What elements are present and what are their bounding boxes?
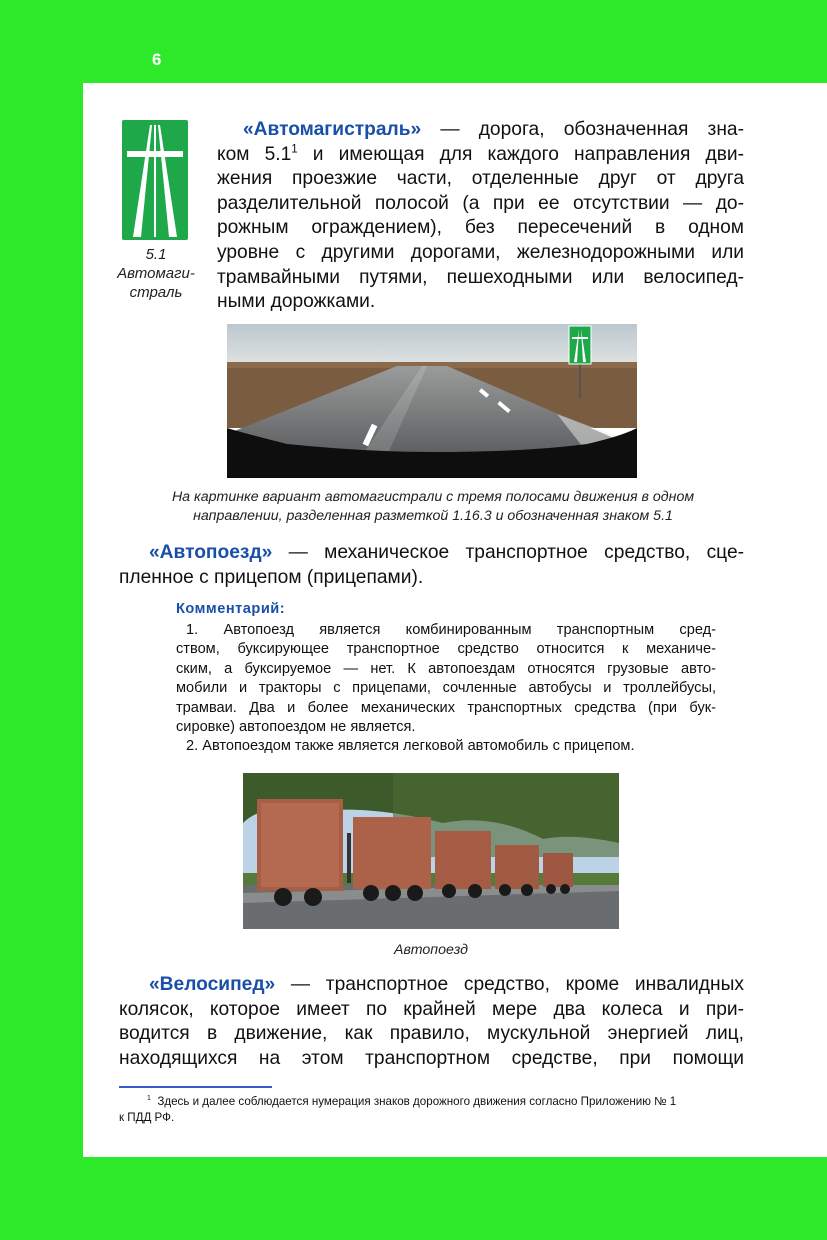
text-line: жения проезжие части, отделенные друг от друга: [217, 168, 744, 190]
comment-line: сировке) автопоездом не является.: [176, 719, 416, 736]
sign-number: 5.1: [145, 246, 167, 263]
footnote-ref: 1: [291, 143, 298, 156]
truck-photo: [243, 773, 619, 929]
text-line: уровне с другими дорогами, железнодорожными или: [217, 241, 744, 263]
text-line: рожным ограждением), без пересечений в одном: [217, 217, 744, 239]
text-line: — дорога, обозначенная зна-: [421, 119, 744, 140]
footnote-divider: [119, 1086, 272, 1088]
highway-photo-caption: [113, 488, 753, 526]
text-line: ными дорожками.: [217, 291, 376, 313]
text-line: разделительной полосой (а при ее отсутствии — до-: [217, 192, 744, 214]
caption-line: На картинке вариант автомагистрали с тремя полосами движения в одном: [171, 489, 695, 505]
velosiped-paragraph: [119, 973, 744, 1071]
comment-line: ством, буксирующее транспортное средство относится к механиче-: [176, 641, 716, 658]
sign-caption-line-1: Автомаги-: [117, 265, 195, 282]
avtopoezd-paragraph: [119, 541, 744, 590]
footnote-line: к ПДД РФ.: [119, 1111, 175, 1124]
footnote-line: Здесь и далее соблюдается нумерация знаков дорожного движения согласно Приложению № 1: [157, 1095, 677, 1108]
comment-line: 2. Автопоездом также является легковой автомобиль с прицепом.: [186, 738, 635, 755]
text-line: — транспортное средство, кроме инвалидных: [275, 974, 744, 995]
text-line: пленное с прицепом (прицепами).: [119, 566, 424, 588]
sign-caption-line-2: страль: [129, 284, 183, 301]
comment-block: [176, 621, 716, 757]
text-line: колясок, которое имеет по крайней мере два колеса и при-: [119, 998, 744, 1020]
text-line: ком 5.1: [217, 143, 292, 165]
term-avtomagistral: «Автомагистраль»: [243, 119, 422, 140]
text-line: и имеющая для каждого направления дви-: [297, 143, 744, 165]
comment-line: трамваи. Два и более механических транспортных средства (при бук-: [176, 699, 716, 716]
text-line: — механическое транспортное средство, сце-: [272, 542, 744, 563]
term-avtopoezd: «Автопоезд»: [149, 542, 273, 563]
footnote-marker: 1: [147, 1095, 151, 1103]
text-line: находящихся на этом транспортном средстве, при помощи: [119, 1047, 744, 1069]
comment-line: 1. Автопоезд является комбинированным транспортным сред-: [186, 622, 716, 638]
comment-line: ским, а буксируемое — нет. К автопоездам относятся грузовые авто-: [176, 660, 716, 677]
term-velosiped: «Велосипед»: [149, 974, 276, 995]
text-line: водится в движение, как правило, мускульной энергией лиц,: [119, 1023, 744, 1045]
highway-photo: [227, 324, 637, 478]
comment-title: Комментарий:: [176, 601, 286, 617]
page-sheet: [83, 83, 827, 1157]
text-line: трамвайными путями, пешеходными или велосипед-: [217, 266, 744, 288]
page-number: 6: [152, 50, 162, 69]
comment-line: мобили и тракторы с прицепами, сочленные автобусы и троллейбусы,: [176, 680, 716, 697]
truck-photo-caption: Автопоезд: [394, 942, 468, 958]
avtomagistral-paragraph: [217, 118, 744, 315]
caption-line: направлении, разделенная разметкой 1.16.3 и обозначенная знаком 5.1: [193, 508, 673, 524]
footnote: [119, 1094, 744, 1126]
sign-caption: [109, 245, 203, 302]
